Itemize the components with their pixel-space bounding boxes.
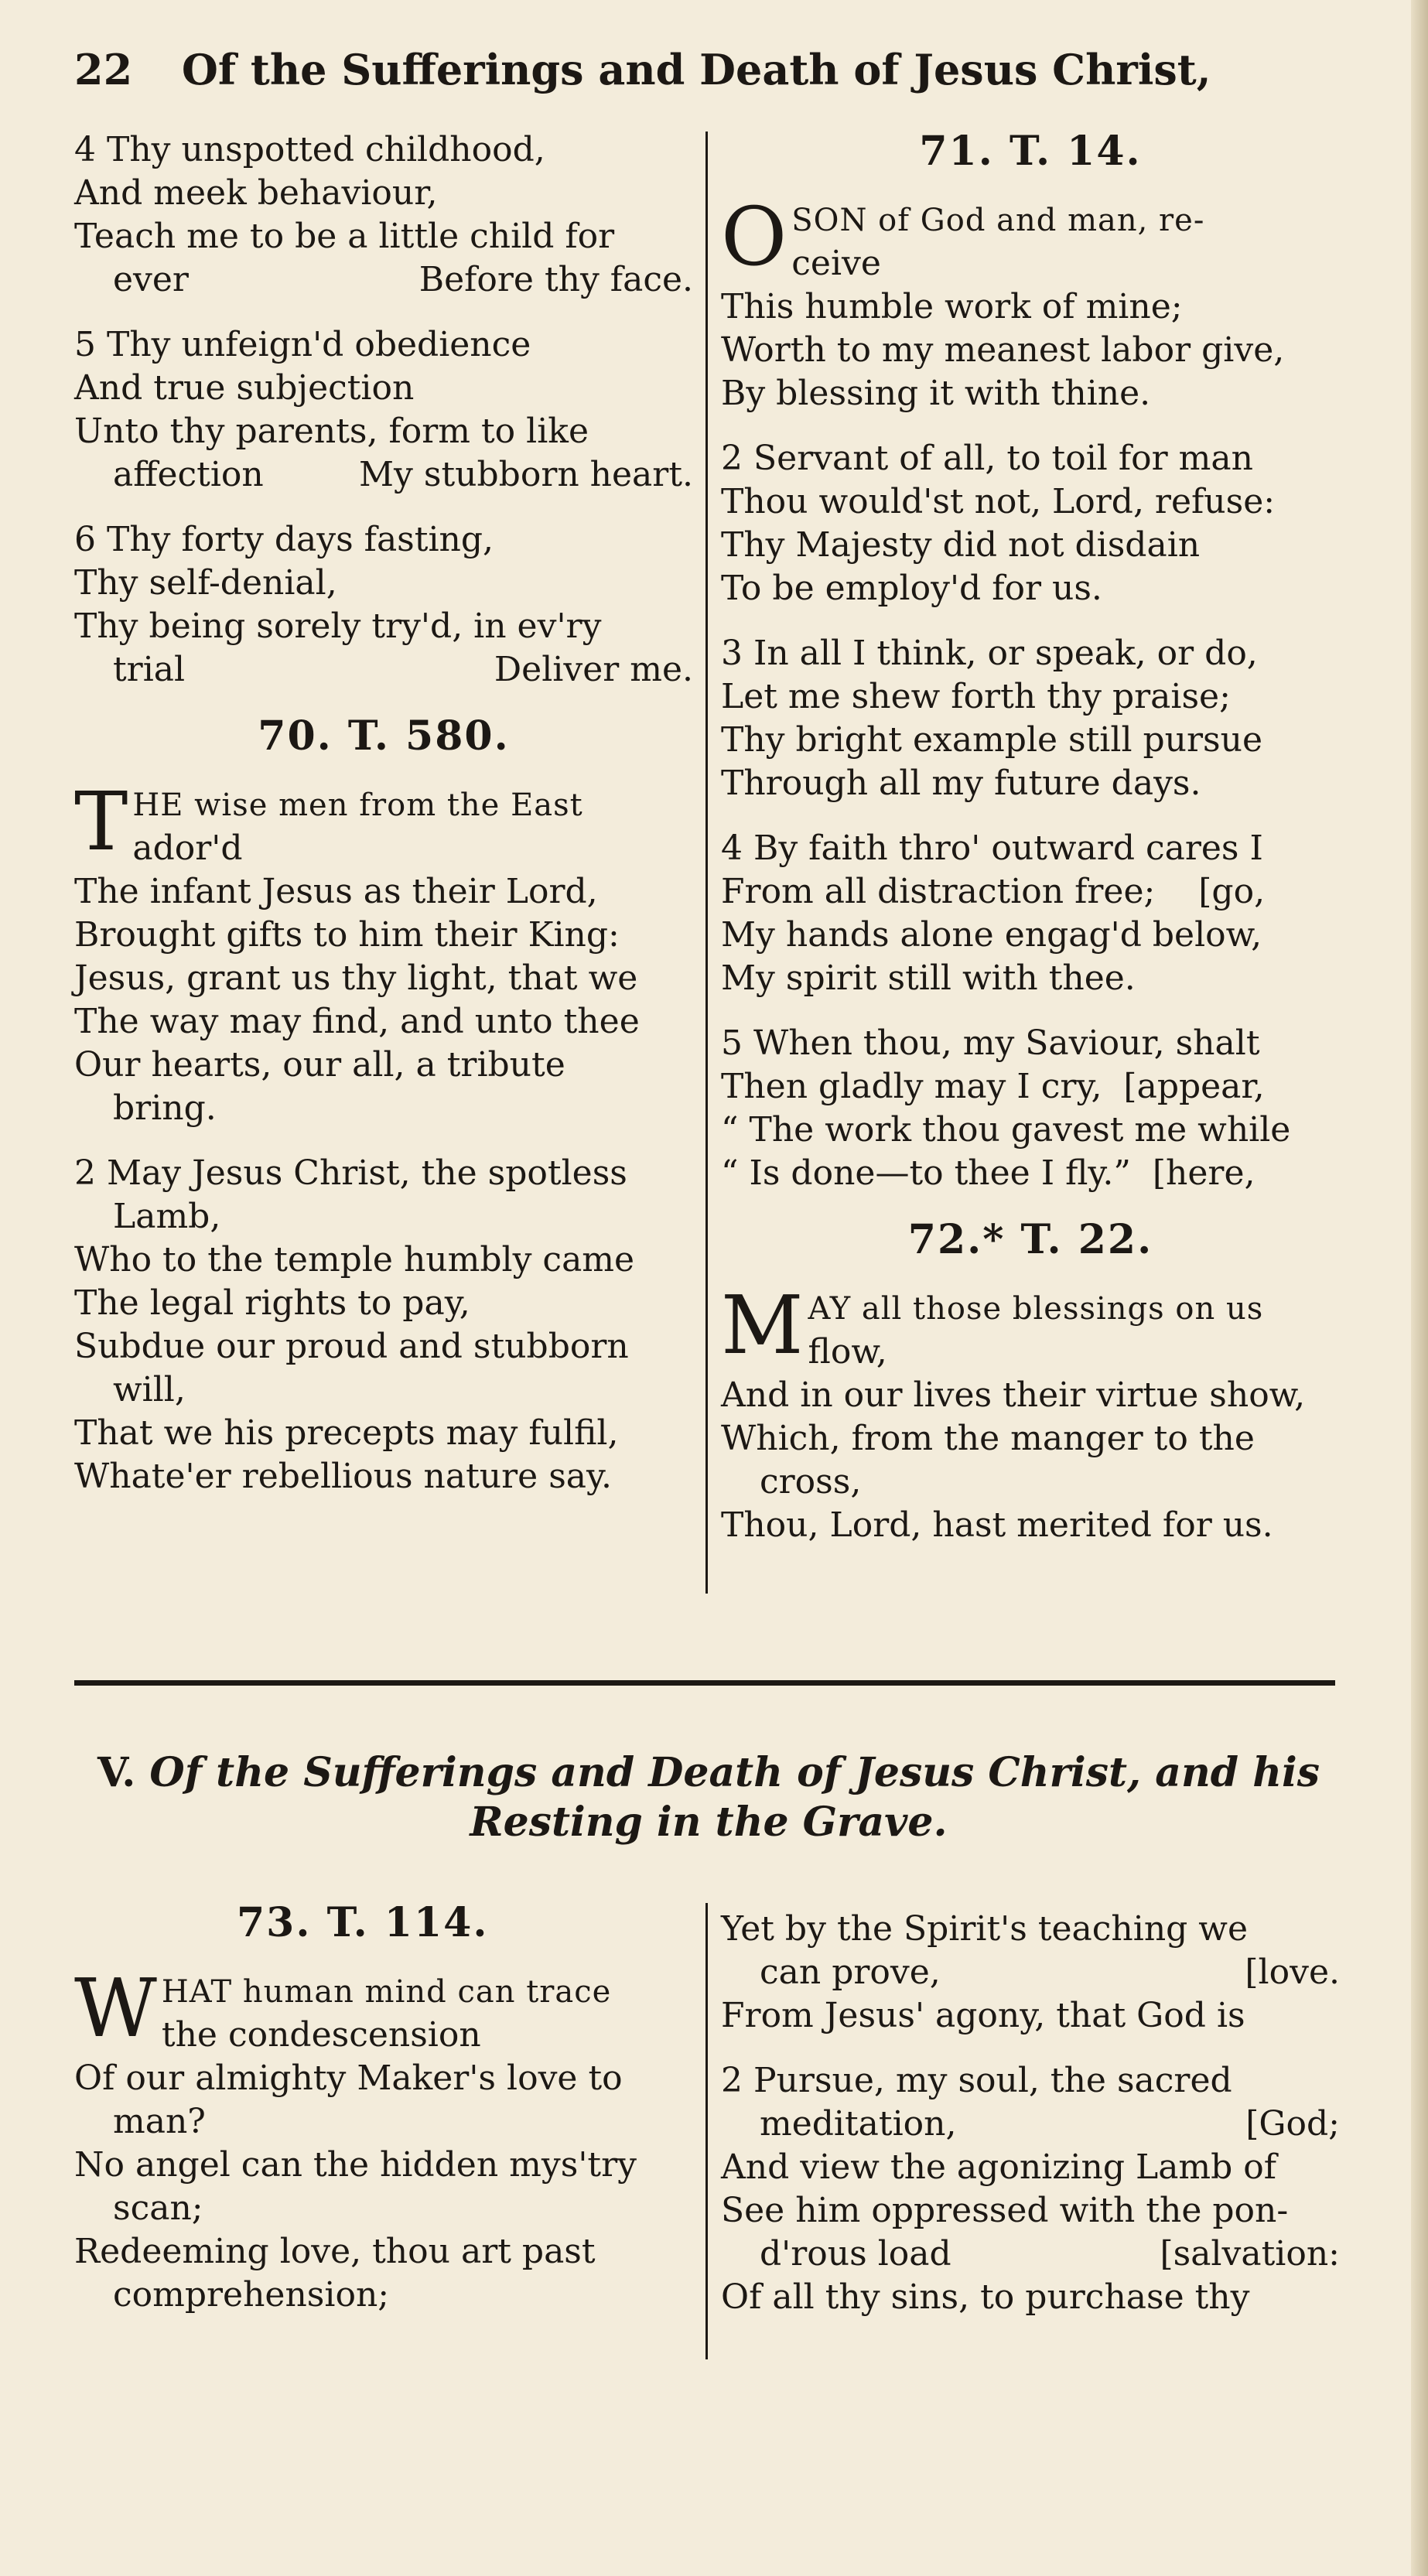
verse-line: That we his precepts may fulfil, xyxy=(74,1413,619,1453)
hymn-71-stanza-1 xyxy=(721,190,1340,415)
verse-line: 5 When thou, my Saviour, shalt xyxy=(721,1023,1260,1063)
verse-line: Thou would'st not, Lord, refuse: xyxy=(721,482,1276,521)
verse-line: comprehension; xyxy=(113,2275,390,2315)
hymn-71-stanza-3 xyxy=(721,632,1340,805)
verse-line: To be employ'd for us. xyxy=(721,569,1102,608)
verse-line: 6 Thy forty days fasting, xyxy=(74,520,494,559)
hymn-71-stanza-2 xyxy=(721,437,1340,610)
verse-fragment: d'rous load xyxy=(760,2234,951,2274)
section-heading-line-2: Resting in the Grave. xyxy=(470,1799,948,1846)
hymn-73-title: 73. T. 114. xyxy=(237,1899,489,1946)
verse-fragment: meditation, xyxy=(760,2104,957,2144)
verse-line: 4 Thy unspotted childhood, xyxy=(74,130,545,169)
verse-line: Thou, Lord, hast merited for us. xyxy=(721,1505,1273,1545)
verse-line: And in our lives their virtue show, xyxy=(721,1375,1306,1415)
hymn-71-stanza-5 xyxy=(721,1022,1340,1195)
verse-line: And view the agonizing Lamb of xyxy=(721,2147,1277,2187)
verse-line: man? xyxy=(113,2102,206,2141)
verse-line: will, xyxy=(113,1370,186,1409)
verse-line: The legal rights to pay, xyxy=(74,1283,470,1323)
verse-fragment: [salvation: xyxy=(1160,2234,1340,2274)
verse-line: Who to the temple humbly came xyxy=(74,1240,635,1279)
section-title-text: Of the Sufferings and Death of Jesus Christ, and his xyxy=(149,1749,1320,1796)
verse-line: the condescension xyxy=(161,2015,481,2055)
page-gutter-shadow xyxy=(1411,0,1428,2576)
verse-split-line xyxy=(74,648,693,692)
verse-line: Thy self-denial, xyxy=(74,563,337,603)
verse-fragment: Deliver me. xyxy=(494,650,693,689)
hymn-70-stanza-2 xyxy=(74,1152,693,1498)
drop-cap: W xyxy=(74,1961,157,2055)
verse-fragment: trial xyxy=(113,650,186,689)
verse-line: 5 Thy unfeign'd obedience xyxy=(74,325,531,364)
verse-fragment: Before thy face. xyxy=(418,260,693,299)
verse-line: Jesus, grant us thy light, that we xyxy=(74,958,638,998)
verse-text: AY all those blessings on us xyxy=(808,1291,1264,1327)
verse-line: From all distraction free; [go, xyxy=(721,872,1266,911)
stanza-4 xyxy=(74,128,693,302)
verse-split-line xyxy=(721,1951,1340,1994)
verse-split-line xyxy=(721,2233,1340,2276)
bottom-left-column xyxy=(74,1900,693,2339)
verse-line: Of all thy sins, to purchase thy xyxy=(721,2277,1250,2317)
stanza-6 xyxy=(74,518,693,692)
verse-line: Lamb, xyxy=(113,1197,221,1236)
verse-fragment: My stubborn heart. xyxy=(359,455,693,494)
verse-line: flow, xyxy=(808,1332,887,1372)
verse-line: Brought gifts to him their King: xyxy=(74,915,620,955)
verse-line: Then gladly may I cry, [appear, xyxy=(721,1067,1265,1106)
verse-fragment: can prove, xyxy=(760,1952,941,1992)
verse-line: Redeeming love, thou art past xyxy=(74,2232,596,2271)
verse-line: The infant Jesus as their Lord, xyxy=(74,872,598,911)
verse-line: Thy bright example still pursue xyxy=(721,720,1263,760)
section-heading xyxy=(74,1748,1343,1847)
verse-text: SON of God and man, re- xyxy=(791,203,1205,238)
hymn-73-stanza-2 xyxy=(721,2059,1340,2319)
hymn-70-stanza-1 xyxy=(74,774,693,1130)
hymn-72-stanza-1 xyxy=(721,1278,1340,1547)
section-divider-rule xyxy=(74,1680,1335,1686)
verse-line: Worth to my meanest labor give, xyxy=(721,330,1285,370)
verse-fragment: affection xyxy=(113,455,264,494)
drop-cap: M xyxy=(721,1278,804,1372)
verse-line: cross, xyxy=(760,1462,862,1502)
verse-fragment: [God; xyxy=(1245,2104,1340,2144)
verse-line: Of our almighty Maker's love to xyxy=(74,2058,623,2098)
verse-line: ador'd xyxy=(132,828,243,868)
verse-line: And true subjection xyxy=(74,368,415,408)
verse-split-line xyxy=(721,2103,1340,2146)
page-number: 22 xyxy=(74,45,133,94)
verse-split-line xyxy=(74,453,693,497)
verse-line: The way may find, and unto thee xyxy=(74,1002,640,1041)
hymn-71-stanza-4 xyxy=(721,827,1340,1000)
hymn-73-stanza-1 xyxy=(74,1961,693,2317)
verse-line: scan; xyxy=(113,2188,203,2228)
verse-line: And meek behaviour, xyxy=(74,173,438,213)
verse-line: Through all my future days. xyxy=(721,764,1201,803)
section-number: V. xyxy=(97,1749,136,1796)
drop-cap: O xyxy=(721,190,787,284)
stanza-5 xyxy=(74,323,693,497)
verse-line: Our hearts, our all, a tribute xyxy=(74,1045,565,1085)
column-divider xyxy=(705,1903,708,2359)
verse-line: 2 May Jesus Christ, the spotless xyxy=(74,1153,627,1193)
hymn-73-continuation xyxy=(721,1908,1340,2038)
verse-split-line xyxy=(74,258,693,302)
column-divider xyxy=(705,132,708,1594)
hymn-71-title: 71. T. 14. xyxy=(919,128,1142,175)
verse-line: Unto thy parents, form to like xyxy=(74,412,589,451)
verse-line: bring. xyxy=(113,1088,217,1128)
verse-line: Subdue our proud and stubborn xyxy=(74,1327,629,1366)
verse-line: From Jesus' agony, that God is xyxy=(721,1996,1245,2035)
verse-line: Let me shew forth thy praise; xyxy=(721,677,1231,716)
verse-line: See him oppressed with the pon- xyxy=(721,2191,1289,2230)
verse-text: HE wise men from the East xyxy=(132,787,583,823)
verse-line: 2 Servant of all, to toil for man xyxy=(721,439,1253,478)
verse-line: ceive xyxy=(791,244,881,283)
verse-line: Teach me to be a little child for xyxy=(74,217,615,256)
section-heading-line-1 xyxy=(74,1748,1343,1798)
verse-line: Thy being sorely try'd, in ev'ry xyxy=(74,606,602,646)
running-title: Of the Sufferings and Death of Jesus Christ, xyxy=(181,45,1211,94)
verse-line: 2 Pursue, my soul, the sacred xyxy=(721,2061,1232,2100)
verse-line: Thy Majesty did not disdain xyxy=(721,525,1201,565)
verse-line: By blessing it with thine. xyxy=(721,374,1151,413)
verse-line: 3 In all I think, or speak, or do, xyxy=(721,634,1258,673)
bottom-right-column xyxy=(721,1908,1340,2341)
verse-line: My hands alone engag'd below, xyxy=(721,915,1262,955)
verse-line: “ The work thou gavest me while xyxy=(721,1110,1291,1150)
verse-fragment: ever xyxy=(113,260,189,299)
verse-line: No angel can the hidden mys'try xyxy=(74,2145,637,2185)
hymn-70-title: 70. T. 580. xyxy=(258,712,510,760)
verse-line: 4 By faith thro' outward cares I xyxy=(721,828,1263,868)
verse-text: HAT human mind can trace xyxy=(161,1974,612,2010)
right-column xyxy=(721,128,1340,1569)
verse-line: My spirit still with thee. xyxy=(721,958,1136,998)
verse-fragment: [love. xyxy=(1245,1952,1340,1992)
verse-line: Whate'er rebellious nature say. xyxy=(74,1457,613,1496)
verse-line: Yet by the Spirit's teaching we xyxy=(721,1909,1249,1949)
drop-cap: T xyxy=(74,774,128,869)
hymn-72-title: 72.* T. 22. xyxy=(907,1216,1153,1263)
running-header xyxy=(74,45,1358,94)
verse-line: This humble work of mine; xyxy=(721,287,1183,326)
left-column xyxy=(74,128,693,1520)
verse-line: “ Is done—to thee I fly.” [here, xyxy=(721,1153,1255,1193)
verse-line: Which, from the manger to the xyxy=(721,1419,1255,1458)
